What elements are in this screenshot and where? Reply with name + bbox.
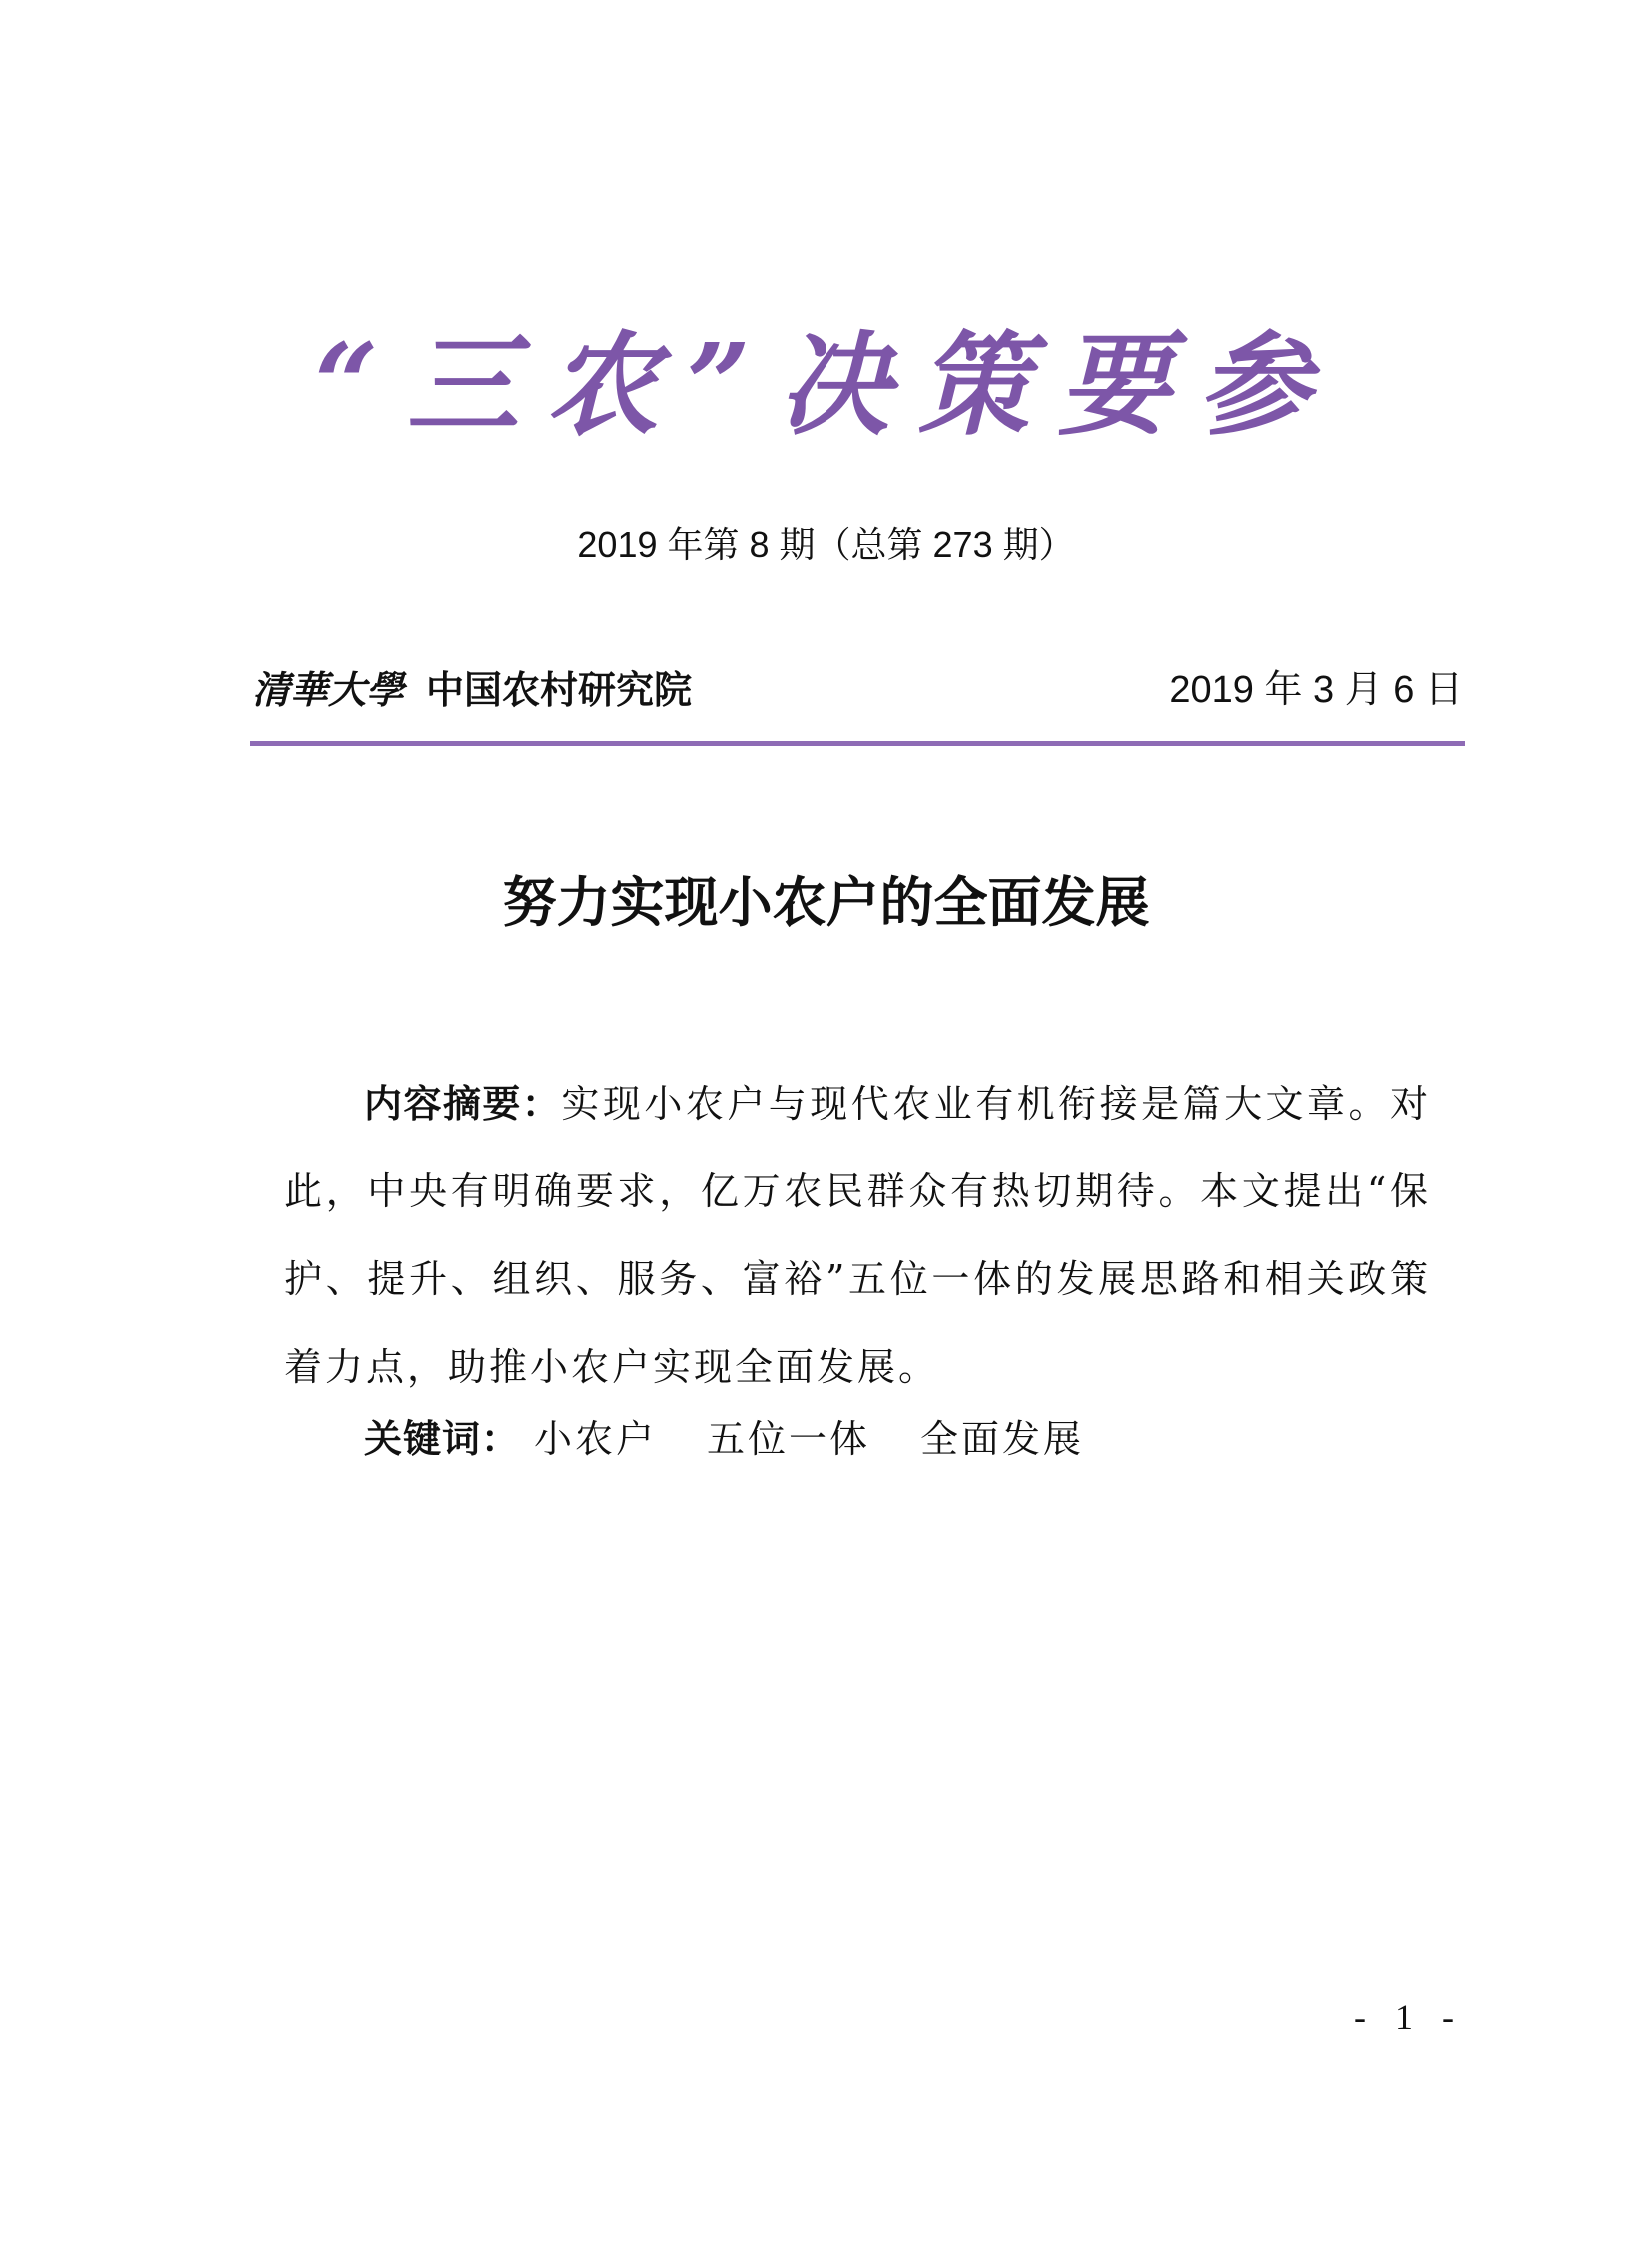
header-divider	[250, 741, 1465, 746]
masthead-title: “三农”决策要参	[314, 320, 1338, 451]
header-row	[252, 660, 1463, 720]
issue-line: 2019 年第 8 期（总第 273 期）	[577, 524, 1075, 565]
keyword-item: 全面发展	[920, 1417, 1085, 1461]
university-logo-text: 清華大學	[252, 667, 405, 712]
institute-name: 中国农村研究院	[426, 667, 693, 712]
publication-date: 2019 年 3 月 6 日	[1169, 669, 1463, 711]
institution-name	[252, 660, 692, 720]
abstract-label: 内容摘要：	[364, 1082, 562, 1125]
keyword-item: 小农户	[534, 1417, 658, 1461]
abstract-text: 实现小农户与现代农业有机衔接是篇大文章。对此，中央有明确要求，亿万农民群众有热切期待。本文提出“保护、提升、组织、服务、富裕”五位一体的发展思路和相关政策着力点，助推小农户实现全面发展。	[284, 1082, 1431, 1389]
keywords-line	[364, 1409, 1134, 1469]
keywords-label: 关键词：	[364, 1417, 521, 1461]
page-number: - 1 -	[1354, 1997, 1464, 2037]
article-title: 努力实现小农户的全面发展	[502, 870, 1150, 934]
abstract-paragraph	[284, 1060, 1431, 1411]
keyword-item: 五位一体	[707, 1417, 871, 1461]
